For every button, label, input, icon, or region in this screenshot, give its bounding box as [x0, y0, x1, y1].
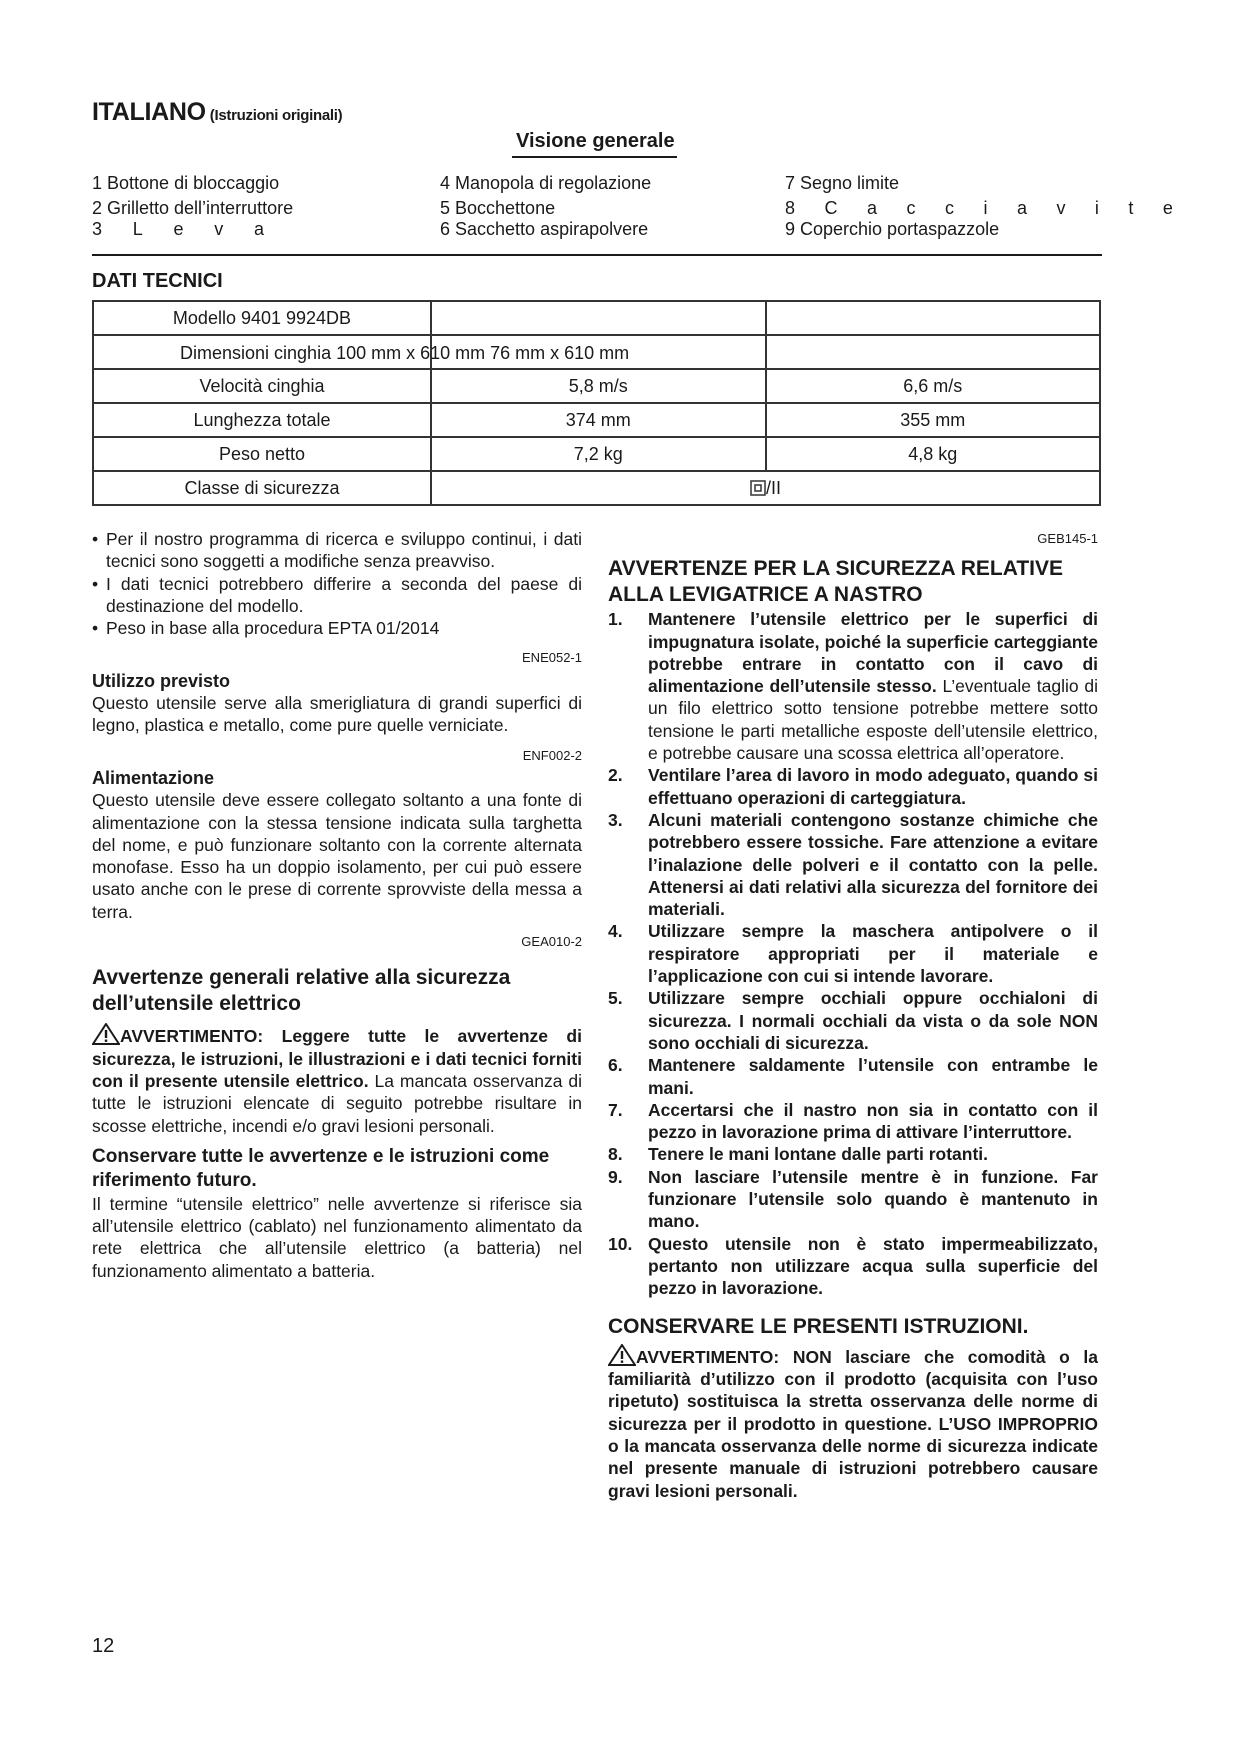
spec-value: 4,8 kg: [766, 437, 1101, 471]
paragraph: Questo utensile deve essere collegato soltanto a una fonte di alimentazione con la stessa tensione indicata sulla targhetta del nome, e può funzionare soltanto con la corrente alternata monofase. Esso ha un doppio isolamento, per cui può essere usato anche con le prese di corrente sprovviste della messa a terra.: [92, 790, 582, 922]
paragraph: Questo utensile serve alla smerigliatura di grandi superfici di legno, plastica e metallo, come pure quelle verniciate.: [92, 693, 582, 736]
list-item: 5. Utilizzare sempre occhiali oppure occhialoni di sicurezza. I normali occhiali da vista o da sole NON sono occhiali di sicurezza.: [608, 988, 1098, 1053]
paragraph: AVVERTIMENTO: NON lasciare che comodità o la familiarità d’utilizzo con il prodotto (acquisita con l’uso ripetuto) sostituisca la stretta osservanza delle norme di sicurezza per il prodotto in questione. L’USO IMPROPRIO o la mancata osservanza delle norme di sicurezza indicate nel presente manuale di istruzioni potrebbero causare gravi lesioni personali.: [608, 1344, 1098, 1502]
page-number: 12: [92, 1635, 115, 1657]
doc-code: ENF002-2: [522, 747, 582, 763]
table-row: [93, 437, 1100, 471]
language-note: (Istruzioni originali): [209, 107, 343, 124]
table-row: [93, 335, 1100, 369]
divider: [92, 254, 1102, 256]
list-item: 3. Alcuni materiali contengono sostanze chimiche che potrebbero essere tossiche. Fare attenzione a evitare l’inalazione delle polveri e il contatto con la pelle. Attenersi ai dati relativi alla sicurezza del fornitore dei materiali.: [608, 809, 1098, 920]
overview-item-9: 9 Coperchio portaspazzole: [785, 219, 1000, 239]
specs-table: [92, 300, 1101, 506]
doc-code: ENE052-1: [522, 650, 582, 666]
spec-label: Peso netto: [93, 437, 431, 471]
safety-list: [608, 608, 1098, 1299]
double-insulation-icon: [750, 480, 766, 496]
overview-title: Visione generale: [512, 130, 677, 158]
overview-item-7: 7 Segno limite: [785, 173, 900, 193]
overview-item-2: 2 Grilletto dell’interruttore: [92, 198, 294, 218]
table-row: [93, 369, 1100, 403]
list-item: 1. Mantenere l’utensile elettrico per le superfici di impugnatura isolate, poiché la superficie carteggiante potrebbe entrare in contatto con il cavo di alimentazione dell’utensile stesso. L’eventuale taglio di un filo elettrico sotto tensione potrebbe mettere sotto tensione le parti metalliche esposte dell’utensile elettrico, e potrebbe causare una scossa elettrica all’operatore.: [608, 609, 1098, 764]
list-item: 9. Non lasciare l’utensile mentre è in funzione. Far funzionare l’utensile solo quando è mantenuto in mano.: [608, 1166, 1098, 1232]
overview-item-1: 1 Bottone di bloccaggio: [92, 173, 280, 193]
spec-model: Modello 9401 9924DB: [93, 301, 431, 335]
list-item: 6. Mantenere saldamente l’utensile con entrambe le mani.: [608, 1055, 1098, 1098]
doc-code: GEB145-1: [1037, 531, 1098, 546]
right-column: [608, 528, 1098, 1502]
overview-item-3: 3 L e v a: [92, 219, 264, 239]
spec-value: [431, 471, 1100, 505]
warning-icon: [92, 1023, 120, 1045]
spec-belt-size: Dimensioni cinghia 100 mm x 610 mm 76 mm x 610 mm: [180, 343, 630, 363]
doc-code: GEA010-2: [521, 934, 582, 950]
language-heading: ITALIANO (Istruzioni originali): [92, 98, 343, 126]
list-item: 2. Ventilare l’area di lavoro in modo adeguato, quando si effettuano operazioni di carteggiatura.: [608, 765, 1098, 808]
section-heading: Conservare tutte le avvertenze e le istruzioni come riferimento futuro.: [92, 1145, 550, 1191]
section-heading: AVVERTENZE PER LA SICUREZZA RELATIVE ALLA LEVIGATRICE A NASTRO: [608, 557, 1064, 607]
spec-value: 374 mm: [431, 403, 766, 437]
left-column: [92, 528, 582, 1282]
list-item: • I dati tecnici potrebbero differire a seconda del paese di destinazione del modello.: [92, 573, 582, 616]
overview-item-8: 8 C a c c i a v i t e: [785, 198, 1173, 218]
spec-value: 7,2 kg: [431, 437, 766, 471]
spec-label: Lunghezza totale: [93, 403, 431, 437]
overview-item-6: 6 Sacchetto aspirapolvere: [440, 219, 649, 239]
specs-title: DATI TECNICI: [92, 270, 223, 292]
section-title: Utilizzo previsto: [92, 670, 231, 691]
spec-value: 355 mm: [766, 403, 1101, 437]
list-item: 4. Utilizzare sempre la maschera antipolvere o il respiratore appropriati per il materiale e l’applicazione con cui si intende lavorare.: [608, 921, 1098, 987]
paragraph: AVVERTIMENTO: Leggere tutte le avvertenze di sicurezza, le istruzioni, le illustrazioni e i dati tecnici forniti con il presente utensile elettrico. La mancata osservanza di tutte le istruzioni elencate di seguito potrebbe risultare in scosse elettriche, incendi e/o gravi lesioni personali.: [92, 1023, 582, 1136]
overview-item-4: 4 Manopola di regolazione: [440, 173, 652, 193]
paragraph: Il termine “utensile elettrico” nelle avvertenze si riferisce sia all’utensile elettrico (cablato) nel funzionamento alimentato da rete elettrica che all’utensile elettrico (a batteria) nel funzionamento alimentato a batteria.: [92, 1193, 582, 1281]
list-item: 8. Tenere le mani lontane dalle parti rotanti.: [608, 1144, 989, 1165]
list-item: 7. Accertarsi che il nastro non sia in contatto con il pezzo in lavorazione prima di attivare l’interruttore.: [608, 1099, 1098, 1143]
spec-label: Velocità cinghia: [93, 369, 431, 403]
table-row: [93, 403, 1100, 437]
list-item: • Per il nostro programma di ricerca e sviluppo continui, i dati tecnici sono soggetti a modifiche senza preavviso.: [92, 529, 582, 572]
section-heading: Avvertenze generali relative alla sicurezza dell’utensile elettrico: [92, 966, 511, 1016]
spec-value: 6,6 m/s: [766, 369, 1101, 403]
section-title: Alimentazione: [92, 767, 215, 788]
table-row: [93, 301, 1100, 335]
table-row: [93, 471, 1100, 505]
spec-value: 5,8 m/s: [431, 369, 766, 403]
spec-label: Classe di sicurezza: [93, 471, 431, 505]
section-heading: CONSERVARE LE PRESENTI ISTRUZIONI.: [608, 1314, 1029, 1338]
overview-item-5: 5 Bocchettone: [440, 198, 556, 218]
safety-class-value: /II: [765, 477, 781, 498]
list-item: • Peso in base alla procedura EPTA 01/2014: [92, 618, 440, 639]
list-item: 10. Questo utensile non è stato impermeabilizzato, pertanto non utilizzare acqua sulla superficie del pezzo in lavorazione.: [608, 1233, 1098, 1299]
warning-icon: [608, 1344, 636, 1366]
